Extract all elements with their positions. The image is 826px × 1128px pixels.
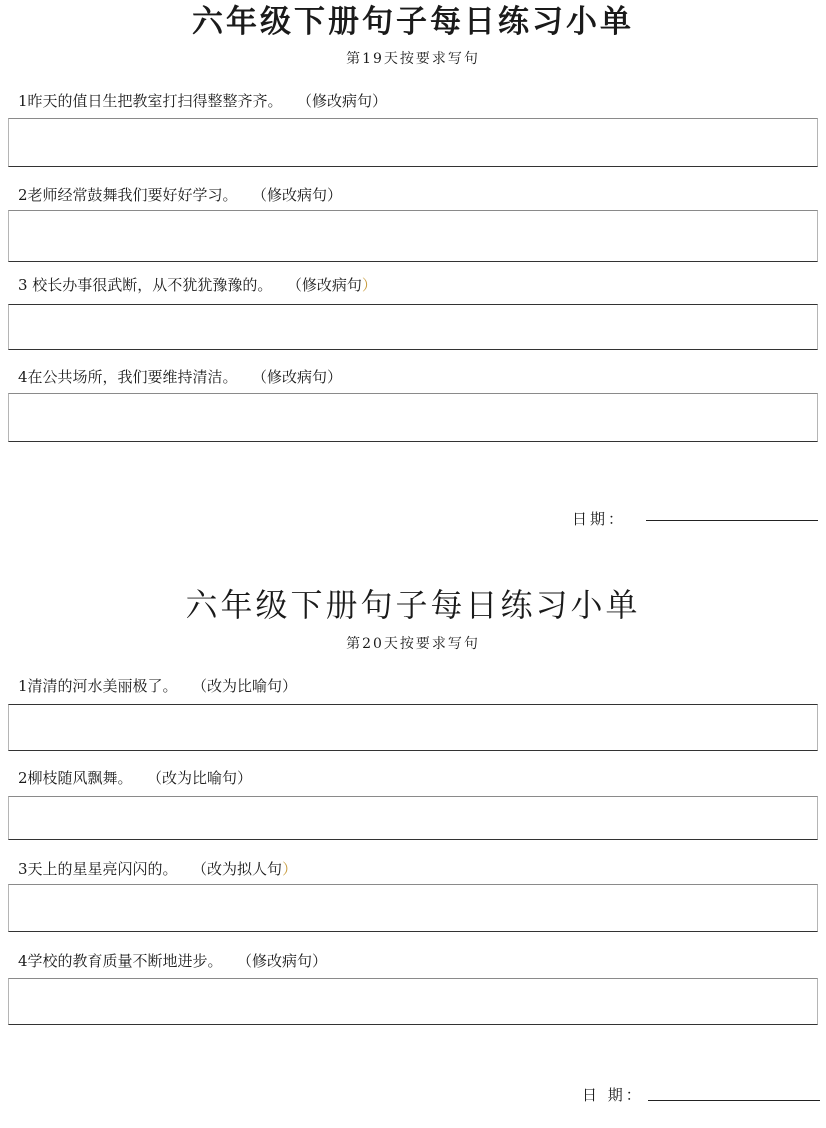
date-label: 日 期： (582, 1086, 644, 1104)
sheet-title: 六年级下册句子每日练习小单 (185, 586, 641, 624)
question-sentence: 2柳枝随风飘舞。 (18, 769, 133, 787)
question-task: （改为拟人句 (199, 860, 283, 878)
date-field (572, 508, 626, 529)
question-4 (18, 366, 342, 387)
question-sentence: 4学校的教育质量不断地进步。 (18, 952, 223, 970)
question-1 (18, 90, 387, 111)
question-1 (18, 675, 297, 696)
answer-box[interactable] (8, 704, 818, 751)
answer-box[interactable] (8, 118, 818, 167)
date-label: 日期： (572, 510, 627, 528)
answer-box[interactable] (8, 884, 818, 932)
question-sentence: 1清清的河水美丽极了。 (18, 677, 178, 695)
question-2 (18, 184, 342, 205)
question-2 (18, 767, 252, 788)
question-sentence: 1昨天的值日生把教室打扫得整整齐齐。 (18, 92, 283, 110)
question-sentence: 4在公共场所，我们要维持清洁。 (18, 368, 238, 386)
date-underline[interactable] (646, 520, 818, 521)
answer-box[interactable] (8, 304, 818, 350)
question-task: （修改病句） (259, 186, 343, 204)
question-sentence: 3 校长办事很武断，从不犹犹豫豫的。 (18, 276, 273, 294)
question-4 (18, 950, 327, 971)
date-field (582, 1084, 644, 1105)
question-task-end: ） (282, 860, 298, 878)
answer-box[interactable] (8, 210, 818, 262)
question-task: （改为比喻句） (199, 677, 298, 695)
question-3 (18, 274, 377, 295)
sheet-subtitle: 第20天按要求写句 (346, 636, 480, 652)
question-task: （修改病句 (294, 276, 362, 294)
question-task: （修改病句） (259, 368, 343, 386)
sheet-title: 六年级下册句子每日练习小单 (192, 4, 634, 40)
question-task: （修改病句） (304, 92, 388, 110)
answer-box[interactable] (8, 796, 818, 840)
question-task-end: ） (361, 276, 377, 294)
answer-box[interactable] (8, 978, 818, 1025)
question-sentence: 2老师经常鼓舞我们要好好学习。 (18, 186, 238, 204)
question-sentence: 3天上的星星亮闪闪的。 (18, 860, 178, 878)
question-3 (18, 858, 297, 879)
sheet-subtitle: 第19天按要求写句 (346, 51, 480, 67)
date-underline[interactable] (648, 1100, 820, 1101)
answer-box[interactable] (8, 393, 818, 442)
question-task: （改为比喻句） (154, 769, 253, 787)
question-task: （修改病句） (244, 952, 328, 970)
